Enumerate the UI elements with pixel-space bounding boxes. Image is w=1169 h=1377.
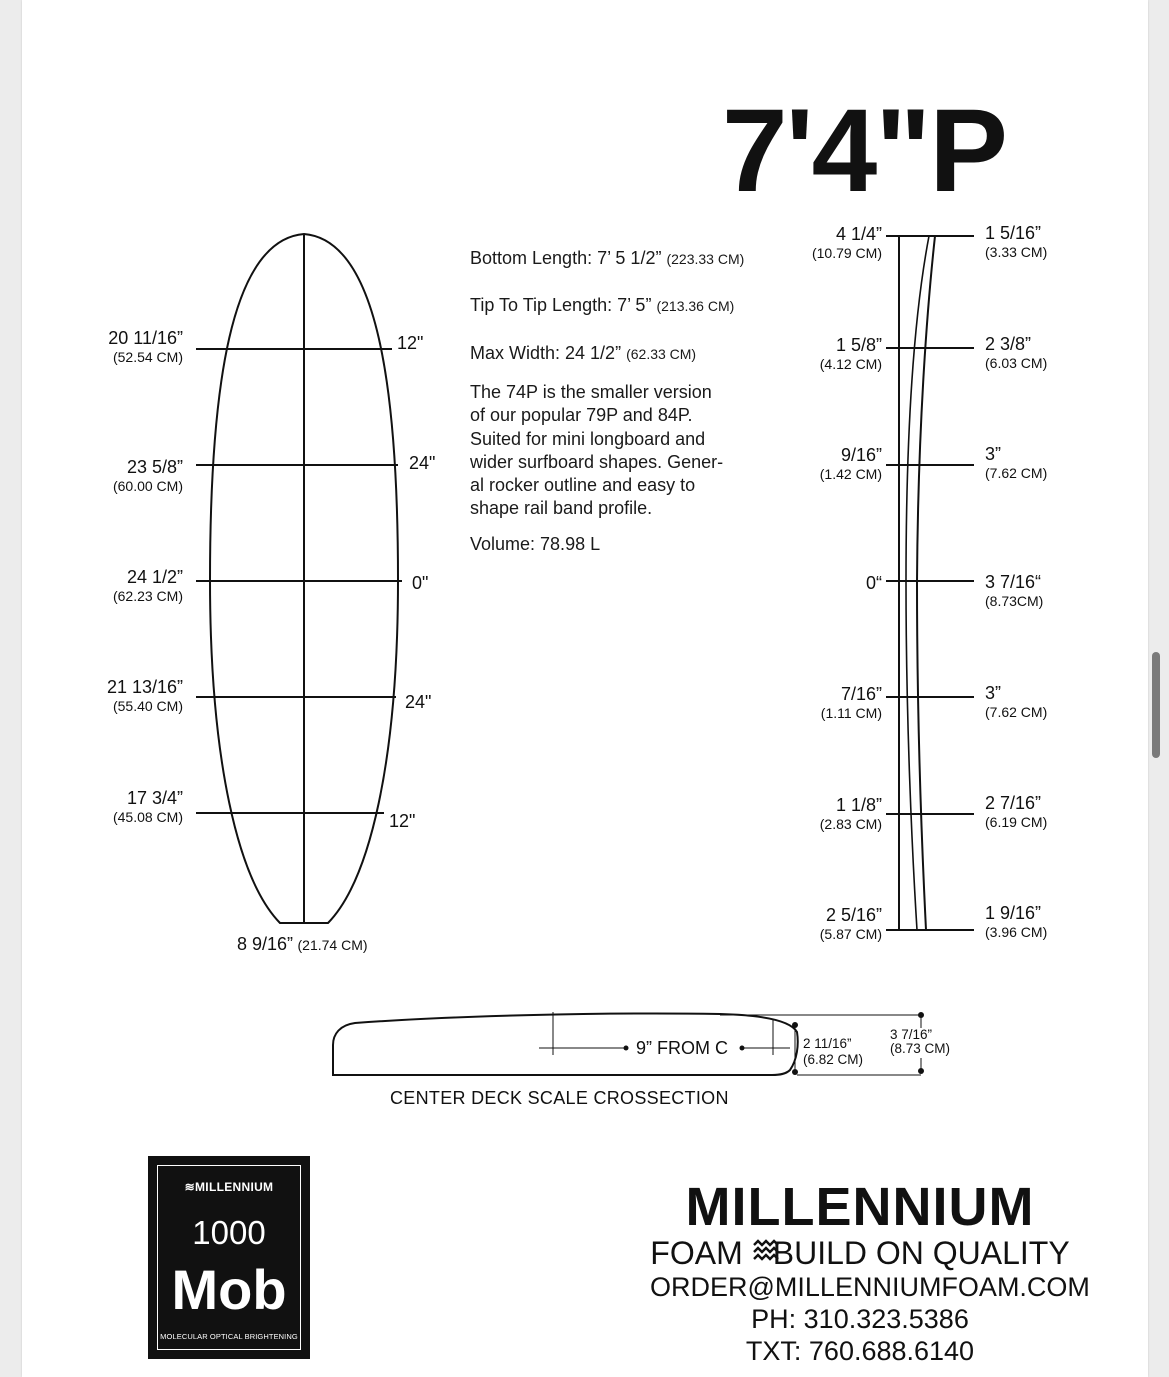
outline-width-4: 21 13/16” (55.40 CM) xyxy=(106,677,183,714)
rocker-right-6: 2 7/16” (6.19 CM) xyxy=(985,793,1048,830)
cross-section-caption: CENTER DECK SCALE CROSSECTION xyxy=(390,1088,729,1108)
outline-width-1: 20 11/16” (52.54 CM) xyxy=(108,328,183,365)
dot-rail-top xyxy=(792,1022,798,1028)
logo-brand: ≋MILLENNIUM xyxy=(184,1180,274,1194)
company-name: MILLENNIUM xyxy=(685,1177,1035,1237)
station-label-2: 24" xyxy=(409,453,436,473)
logo-name: Mob xyxy=(171,1258,287,1321)
rocker-right-4: 3 7/16“ (8.73CM) xyxy=(985,572,1044,609)
company-footer xyxy=(650,1177,1090,1367)
dot-deck-bottom xyxy=(918,1068,924,1074)
rocker-profile xyxy=(886,236,974,930)
station-label-1: 12" xyxy=(397,333,424,353)
rocker-right-1: 1 5/16” (3.33 CM) xyxy=(985,223,1048,260)
dot-from-center xyxy=(624,1046,629,1051)
board-outline xyxy=(196,234,402,923)
outline-width-2: 23 5/8” (60.00 CM) xyxy=(112,457,183,494)
outline-width-3: 24 1/2” (62.23 CM) xyxy=(112,567,183,604)
company-tagline: FOAM BUILD ON QUALITY xyxy=(650,1235,1070,1271)
rail-thickness-label: 2 11/16” (6.82 CM) xyxy=(803,1036,864,1067)
dot-rail-left xyxy=(740,1046,745,1051)
station-label-5: 12" xyxy=(389,811,416,831)
cross-section-shape xyxy=(333,1013,798,1075)
logo-tagline: MOLECULAR OPTICAL BRIGHTENING xyxy=(160,1332,298,1341)
station-label-4: 24" xyxy=(405,692,432,712)
rocker-left-4: 0“ xyxy=(865,573,882,593)
description: The 74P is the smaller version of our popular 79P and 84P. Suited for mini longboard and wider surfboard shapes. Gener- al rocker outline and easy to shape rail band profile. xyxy=(470,382,724,519)
deck-thickness-label: 3 7/16” (8.73 CM) xyxy=(890,1027,951,1056)
text-number[interactable]: TXT: 760.688.6140 xyxy=(745,1336,975,1367)
tip-length: Tip To Tip Length: 7’ 5” (213.36 CM) xyxy=(470,295,735,315)
wave-mark-icon: ≋ xyxy=(184,1180,196,1194)
tail-width-label: 8 9/16” (21.74 CM) xyxy=(237,934,368,954)
max-width: Max Width: 24 1/2” (62.33 CM) xyxy=(470,343,697,363)
rocker-right-5: 3” (7.62 CM) xyxy=(985,683,1048,720)
rocker-right-2: 2 3/8” (6.03 CM) xyxy=(985,334,1048,371)
rocker-outer xyxy=(899,236,935,930)
bottom-length: Bottom Length: 7’ 5 1/2” (223.33 CM) xyxy=(470,248,745,268)
mob-logo xyxy=(148,1156,310,1359)
station-label-3: 0" xyxy=(412,573,429,593)
rocker-left-2: 1 5/8” (4.12 CM) xyxy=(819,335,882,372)
rocker-left-6: 1 1/8” (2.83 CM) xyxy=(819,795,882,832)
logo-number: 1000 xyxy=(192,1214,266,1251)
model-title: 7'4"P xyxy=(722,85,1006,217)
from-center-label: 9” FROM C xyxy=(636,1038,728,1058)
rocker-left-1: 4 1/4” (10.79 CM) xyxy=(811,224,882,261)
rocker-left-5: 7/16” (1.11 CM) xyxy=(820,684,882,721)
dot-deck-top xyxy=(918,1012,924,1018)
rocker-left-3: 9/16” (1.42 CM) xyxy=(819,445,882,482)
rocker-right-3: 3” (7.62 CM) xyxy=(985,444,1048,481)
volume: Volume: 78.98 L xyxy=(470,534,601,554)
rocker-right-7: 1 9/16” (3.96 CM) xyxy=(985,903,1048,940)
dot-rail-bottom xyxy=(792,1069,798,1075)
outline-width-5: 17 3/4” (45.08 CM) xyxy=(112,788,183,825)
rocker-left-7: 2 5/16” (5.87 CM) xyxy=(819,905,882,942)
phone-number[interactable]: PH: 310.323.5386 xyxy=(751,1304,969,1335)
order-email[interactable]: ORDER@MILLENNIUMFOAM.COM xyxy=(650,1272,1090,1303)
